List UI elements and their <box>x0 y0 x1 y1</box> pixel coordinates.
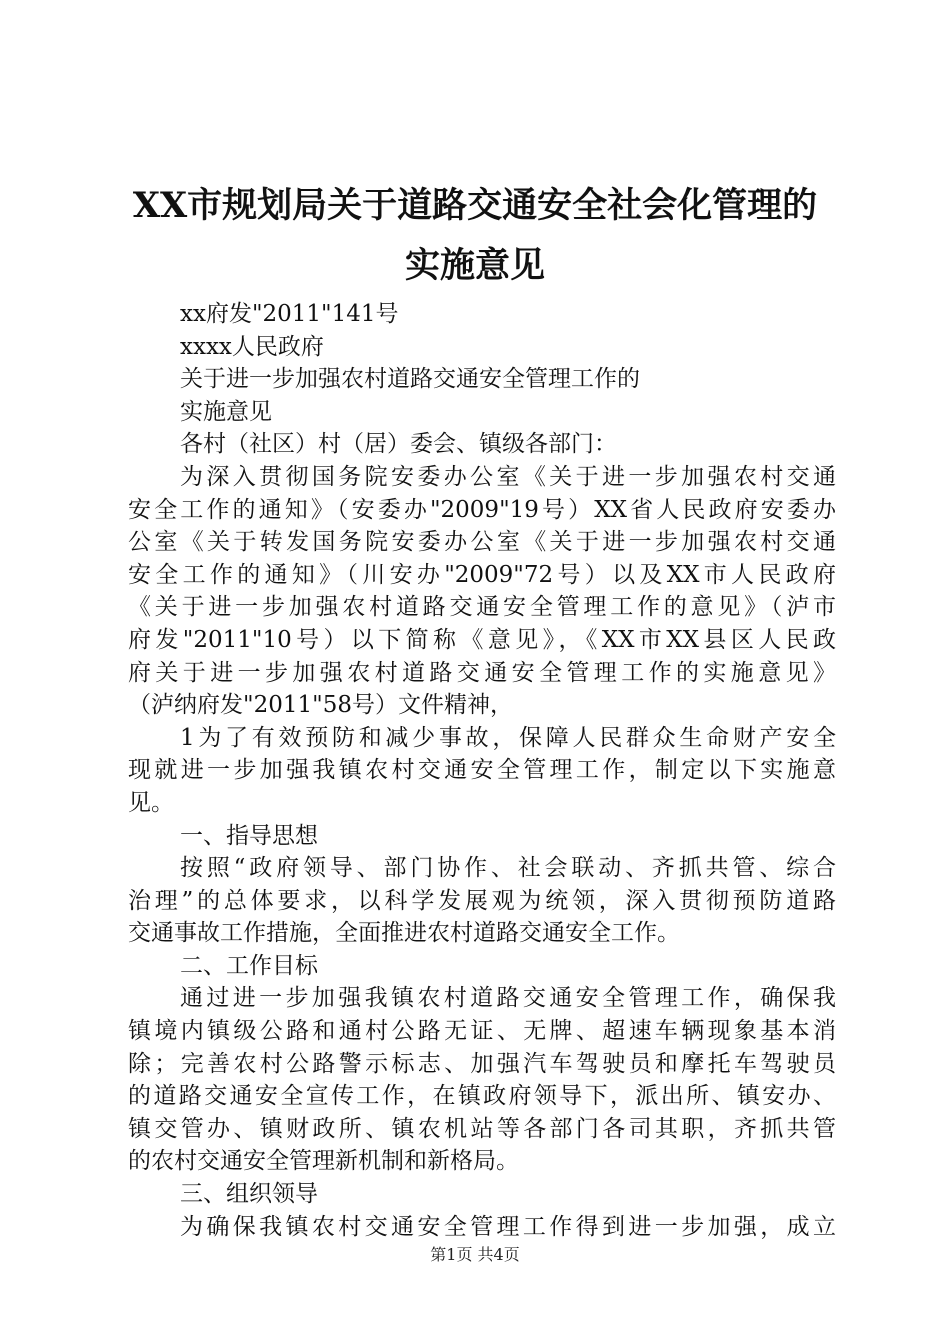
addressee: 各村（社区）村（居）委会、镇级各部门： <box>180 431 617 458</box>
paragraph-line: （泸纳府发"2011"58号）文件精神， <box>128 692 513 719</box>
paragraph-line: 为确保我镇农村交通安全管理工作得到进一步加强，成立 <box>180 1213 836 1240</box>
paragraph-line: 的农村交通安全管理新机制和新格局。 <box>128 1148 519 1175</box>
subtitle-line-2: 实施意见 <box>180 398 272 425</box>
paragraph-line: 交通事故工作措施，全面推进农村道路交通安全工作。 <box>128 920 680 947</box>
section-heading: 一、指导思想 <box>180 822 318 849</box>
paragraph-line: 《关于进一步加强农村道路交通安全管理工作的意见》（泸市 <box>128 594 836 621</box>
paragraph-line: 镇交管办、镇财政所、镇农机站等各部门各司其职，齐抓共管 <box>128 1115 836 1142</box>
paragraph-line: 公室《关于转发国务院安委办公室《关于进一步加强农村交通 <box>128 529 836 556</box>
paragraph-line: 安全工作的通知》（安委办"2009"19号）XX省人民政府安委办 <box>128 496 836 523</box>
paragraph-line: 除；完善农村公路警示标志、加强汽车驾驶员和摩托车驾驶员 <box>128 1050 836 1077</box>
section-heading: 三、组织领导 <box>180 1181 318 1208</box>
paragraph-line: 府关于进一步加强农村道路交通安全管理工作的实施意见》 <box>128 659 836 686</box>
paragraph-line: 治理”的总体要求，以科学发展观为统领，深入贯彻预防道路 <box>128 887 836 914</box>
paragraph-line: 为深入贯彻国务院安委办公室《关于进一步加强农村交通 <box>180 463 836 490</box>
paragraph-line: 安全工作的通知》（川安办"2009"72号）以及XX市人民政府 <box>128 561 836 588</box>
paragraph-line: 见。 <box>128 789 174 816</box>
paragraph-line: 按照“政府领导、部门协作、社会联动、齐抓共管、综合 <box>180 855 836 882</box>
section-heading: 二、工作目标 <box>180 952 318 979</box>
page-footer: 第1页 共4页 <box>430 1245 520 1264</box>
paragraph-line: 的道路交通安全宣传工作，在镇政府领导下，派出所、镇安办、 <box>128 1083 836 1110</box>
document-body <box>128 298 840 1243</box>
paragraph-line: 1为了有效预防和减少事故，保障人民群众生命财产安全 <box>180 724 836 751</box>
paragraph-line: 现就进一步加强我镇农村交通安全管理工作，制定以下实施意 <box>128 757 836 784</box>
paragraph-line: 府发"2011"10号）以下简称《意见》，《XX市XX县区人民政 <box>128 626 836 653</box>
document-title-line-1: XX市规划局关于道路交通安全社会化管理的 <box>132 185 818 226</box>
issuer: xxxx人民政府 <box>180 333 324 360</box>
paragraph-line: 镇境内镇级公路和通村公路无证、无牌、超速车辆现象基本消 <box>128 1018 836 1045</box>
document-title-line-2: 实施意见 <box>404 245 545 286</box>
doc-number: xx府发"2011"141号 <box>180 301 399 327</box>
subtitle-line-1: 关于进一步加强农村道路交通安全管理工作的 <box>180 366 640 393</box>
paragraph-line: 通过进一步加强我镇农村道路交通安全管理工作，确保我 <box>180 985 836 1012</box>
